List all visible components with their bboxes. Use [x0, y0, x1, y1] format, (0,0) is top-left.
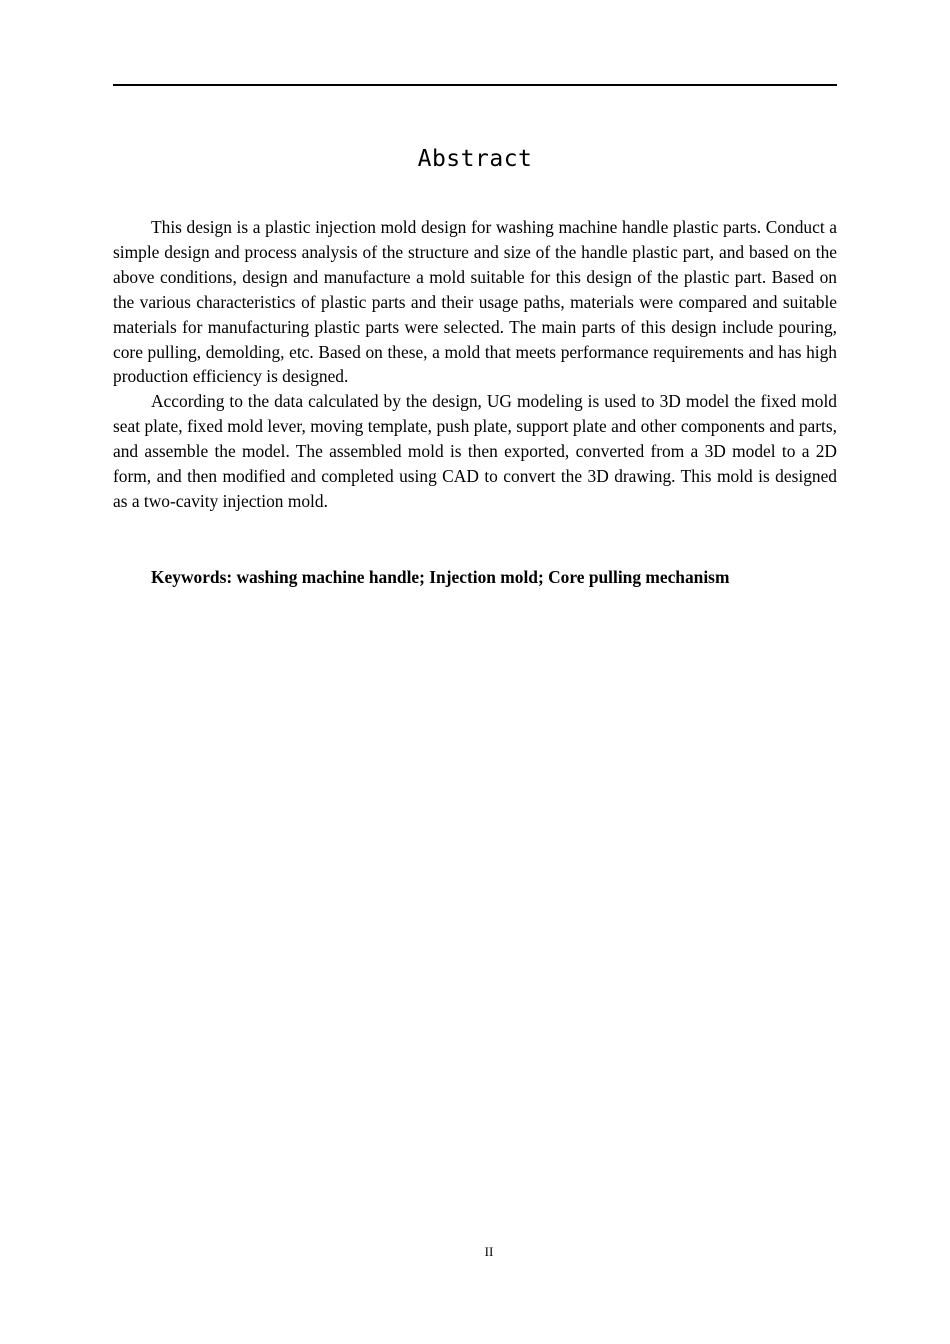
abstract-paragraph-2: According to the data calculated by the design, UG modeling is used to 3D model the fixed mold seat plate, fixed mold lever, moving template, push plate, support plate and other components and parts, and assemble the model. The assembled mold is then exported, converted from a 3D model to a 2D form, and then modified and completed using CAD to convert the 3D drawing. This mold is designed as a two-cavity injection mold. — [113, 391, 837, 511]
abstract-paragraph-1: This design is a plastic injection mold design for washing machine handle plastic parts. Conduct a simple design and process analysis of the structure and size of the handle plastic part, and based on the above conditions, design and manufacture a mold suitable for this design of the plastic part. Based on the various characteristics of plastic parts and their usage paths, materials were compared and suitable materials for manufacturing plastic parts were selected. The main parts of this design include pouring, core pulling, demolding, etc. Based on these, a mold that meets performance requirements and has high production efficiency is designed. — [113, 217, 837, 387]
page-number: II — [484, 1244, 494, 1259]
abstract-body — [113, 215, 837, 514]
page-title: Abstract — [417, 146, 533, 172]
header-rule — [113, 84, 837, 86]
keywords: Keywords: washing machine handle; Injection mold; Core pulling mechanism — [151, 567, 730, 587]
